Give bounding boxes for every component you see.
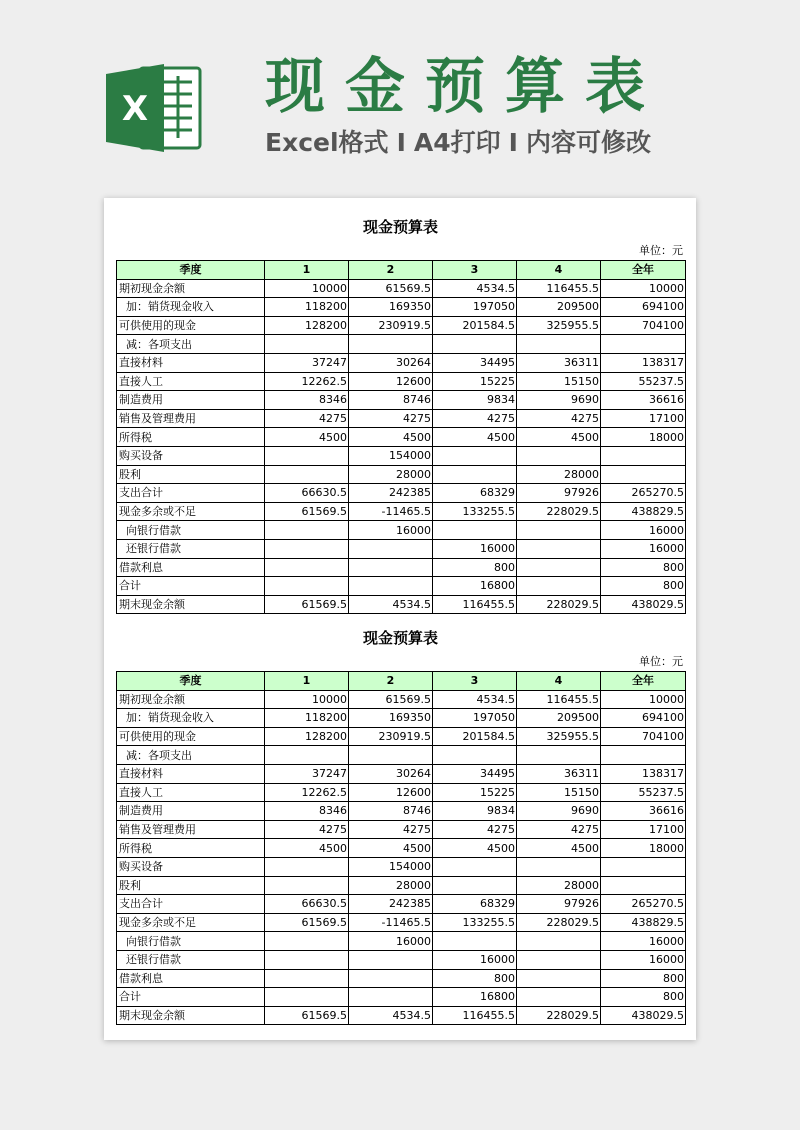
value-cell: 800 bbox=[601, 988, 686, 1007]
value-cell: 325955.5 bbox=[517, 316, 601, 335]
value-cell: 97926 bbox=[517, 484, 601, 503]
table-header-row bbox=[117, 261, 686, 280]
value-cell: 97926 bbox=[517, 895, 601, 914]
value-cell bbox=[265, 746, 349, 765]
row-label-cell: 销售及管理费用 bbox=[117, 820, 265, 839]
subtitle-format: Excel格式 bbox=[265, 128, 389, 157]
value-cell: 10000 bbox=[601, 279, 686, 298]
value-cell: 66630.5 bbox=[265, 895, 349, 914]
value-cell: 36616 bbox=[601, 391, 686, 410]
value-cell: 4275 bbox=[349, 820, 433, 839]
value-cell: 116455.5 bbox=[517, 690, 601, 709]
value-cell: 800 bbox=[601, 969, 686, 988]
row-label-cell: 购买设备 bbox=[117, 446, 265, 465]
budget-sheet-2 bbox=[116, 623, 685, 1025]
value-cell: 28000 bbox=[517, 465, 601, 484]
value-cell: 133255.5 bbox=[433, 502, 517, 521]
value-cell: 325955.5 bbox=[517, 727, 601, 746]
value-cell: 116455.5 bbox=[517, 279, 601, 298]
value-cell: 197050 bbox=[433, 298, 517, 317]
value-cell: 4275 bbox=[517, 820, 601, 839]
row-label-cell: 期末现金余额 bbox=[117, 1006, 265, 1025]
value-cell bbox=[265, 577, 349, 596]
value-cell bbox=[601, 335, 686, 354]
value-cell: 438829.5 bbox=[601, 913, 686, 932]
row-label-cell: 合计 bbox=[117, 988, 265, 1007]
value-cell: 37247 bbox=[265, 353, 349, 372]
subtitle-print: A4打印 bbox=[413, 128, 501, 157]
table-row bbox=[117, 913, 686, 932]
value-cell: 12600 bbox=[349, 372, 433, 391]
row-label-cell: 股利 bbox=[117, 465, 265, 484]
table-row bbox=[117, 895, 686, 914]
value-cell: 197050 bbox=[433, 709, 517, 728]
value-cell: 4275 bbox=[433, 409, 517, 428]
table-row bbox=[117, 465, 686, 484]
value-cell: 138317 bbox=[601, 353, 686, 372]
value-cell: 36311 bbox=[517, 764, 601, 783]
value-cell bbox=[265, 876, 349, 895]
value-cell: 169350 bbox=[349, 298, 433, 317]
table-row bbox=[117, 316, 686, 335]
value-cell: 138317 bbox=[601, 764, 686, 783]
row-label-cell: 期初现金余额 bbox=[117, 690, 265, 709]
value-cell bbox=[517, 577, 601, 596]
value-cell bbox=[517, 521, 601, 540]
value-cell: 61569.5 bbox=[349, 279, 433, 298]
row-label-cell: 向银行借款 bbox=[117, 932, 265, 951]
value-cell: 18000 bbox=[601, 428, 686, 447]
value-cell: 66630.5 bbox=[265, 484, 349, 503]
row-label-cell: 还银行借款 bbox=[117, 950, 265, 969]
row-label-cell: 减：各项支出 bbox=[117, 746, 265, 765]
row-label-cell: 支出合计 bbox=[117, 895, 265, 914]
value-cell: 10000 bbox=[265, 690, 349, 709]
value-cell: 16000 bbox=[433, 950, 517, 969]
value-cell: 17100 bbox=[601, 409, 686, 428]
value-cell: 18000 bbox=[601, 839, 686, 858]
value-cell: 28000 bbox=[349, 876, 433, 895]
column-header: 全年 bbox=[601, 672, 686, 691]
value-cell: 128200 bbox=[265, 316, 349, 335]
value-cell: 9690 bbox=[517, 391, 601, 410]
table-row bbox=[117, 969, 686, 988]
value-cell: 28000 bbox=[349, 465, 433, 484]
row-label-cell: 制造费用 bbox=[117, 802, 265, 821]
value-cell bbox=[349, 969, 433, 988]
value-cell: 228029.5 bbox=[517, 913, 601, 932]
table-row bbox=[117, 391, 686, 410]
value-cell: 4500 bbox=[433, 839, 517, 858]
page-header bbox=[0, 0, 800, 200]
table-row bbox=[117, 279, 686, 298]
value-cell: 36616 bbox=[601, 802, 686, 821]
document-paper bbox=[104, 198, 696, 1040]
value-cell: 12600 bbox=[349, 783, 433, 802]
value-cell bbox=[349, 988, 433, 1007]
value-cell: 4500 bbox=[517, 428, 601, 447]
value-cell: 4275 bbox=[433, 820, 517, 839]
column-header: 2 bbox=[349, 672, 433, 691]
value-cell: 4275 bbox=[349, 409, 433, 428]
value-cell bbox=[265, 932, 349, 951]
value-cell bbox=[433, 465, 517, 484]
value-cell: 28000 bbox=[517, 876, 601, 895]
row-label-cell: 股利 bbox=[117, 876, 265, 895]
value-cell: 230919.5 bbox=[349, 316, 433, 335]
row-label-cell: 直接人工 bbox=[117, 783, 265, 802]
value-cell: 68329 bbox=[433, 484, 517, 503]
value-cell: 12262.5 bbox=[265, 372, 349, 391]
value-cell: 61569.5 bbox=[349, 690, 433, 709]
value-cell: 16800 bbox=[433, 577, 517, 596]
value-cell: 10000 bbox=[265, 279, 349, 298]
value-cell: 8746 bbox=[349, 802, 433, 821]
sheet-title: 现金预算表 bbox=[362, 629, 438, 647]
value-cell bbox=[433, 857, 517, 876]
value-cell bbox=[601, 446, 686, 465]
column-header: 季度 bbox=[117, 672, 265, 691]
column-header: 季度 bbox=[117, 261, 265, 280]
value-cell: 438829.5 bbox=[601, 502, 686, 521]
value-cell: 61569.5 bbox=[265, 913, 349, 932]
value-cell bbox=[517, 335, 601, 354]
value-cell: 800 bbox=[601, 558, 686, 577]
value-cell: 4500 bbox=[433, 428, 517, 447]
value-cell: 242385 bbox=[349, 895, 433, 914]
value-cell: 10000 bbox=[601, 690, 686, 709]
value-cell bbox=[265, 558, 349, 577]
value-cell bbox=[517, 446, 601, 465]
row-label-cell: 加：销货现金收入 bbox=[117, 709, 265, 728]
row-label-cell: 现金多余或不足 bbox=[117, 913, 265, 932]
row-label-cell: 支出合计 bbox=[117, 484, 265, 503]
table-row bbox=[117, 484, 686, 503]
row-label-cell: 期初现金余额 bbox=[117, 279, 265, 298]
table-row bbox=[117, 428, 686, 447]
value-cell bbox=[517, 950, 601, 969]
column-header: 1 bbox=[265, 672, 349, 691]
table-row bbox=[117, 539, 686, 558]
value-cell: 30264 bbox=[349, 353, 433, 372]
value-cell bbox=[601, 857, 686, 876]
table-row bbox=[117, 857, 686, 876]
row-label-cell: 销售及管理费用 bbox=[117, 409, 265, 428]
value-cell: 16000 bbox=[601, 932, 686, 951]
value-cell: 800 bbox=[433, 558, 517, 577]
value-cell: 4275 bbox=[517, 409, 601, 428]
value-cell: 228029.5 bbox=[517, 502, 601, 521]
value-cell bbox=[517, 857, 601, 876]
value-cell: 16800 bbox=[433, 988, 517, 1007]
value-cell: 242385 bbox=[349, 484, 433, 503]
unit-label: 单位：元 bbox=[639, 655, 683, 668]
value-cell: 704100 bbox=[601, 316, 686, 335]
row-label-cell: 借款利息 bbox=[117, 558, 265, 577]
value-cell: 61569.5 bbox=[265, 595, 349, 614]
sheet-title: 现金预算表 bbox=[362, 218, 438, 236]
value-cell bbox=[517, 969, 601, 988]
budget-table bbox=[116, 671, 686, 1025]
value-cell: 800 bbox=[601, 577, 686, 596]
value-cell bbox=[601, 465, 686, 484]
value-cell: 68329 bbox=[433, 895, 517, 914]
value-cell: 17100 bbox=[601, 820, 686, 839]
value-cell: 4500 bbox=[265, 428, 349, 447]
subtitle-separator: I bbox=[396, 128, 406, 157]
value-cell: 704100 bbox=[601, 727, 686, 746]
value-cell bbox=[265, 539, 349, 558]
value-cell: 438029.5 bbox=[601, 1006, 686, 1025]
row-label-cell: 现金多余或不足 bbox=[117, 502, 265, 521]
value-cell: 154000 bbox=[349, 857, 433, 876]
value-cell bbox=[349, 950, 433, 969]
row-label-cell: 向银行借款 bbox=[117, 521, 265, 540]
value-cell: 16000 bbox=[349, 932, 433, 951]
value-cell: 8346 bbox=[265, 802, 349, 821]
table-row bbox=[117, 335, 686, 354]
table-row bbox=[117, 502, 686, 521]
table-row bbox=[117, 746, 686, 765]
value-cell bbox=[265, 969, 349, 988]
subtitle-editable: 内容可修改 bbox=[525, 128, 651, 157]
value-cell: 30264 bbox=[349, 764, 433, 783]
value-cell: -11465.5 bbox=[349, 913, 433, 932]
table-row bbox=[117, 727, 686, 746]
value-cell bbox=[349, 335, 433, 354]
subtitle-separator: I bbox=[508, 128, 518, 157]
page-title: 现金预算表 bbox=[265, 52, 665, 122]
value-cell: 116455.5 bbox=[433, 595, 517, 614]
value-cell: 16000 bbox=[601, 539, 686, 558]
value-cell: -11465.5 bbox=[349, 502, 433, 521]
budget-table bbox=[116, 260, 686, 614]
value-cell bbox=[265, 521, 349, 540]
value-cell bbox=[433, 746, 517, 765]
table-row bbox=[117, 839, 686, 858]
row-label-cell: 直接人工 bbox=[117, 372, 265, 391]
value-cell: 61569.5 bbox=[265, 1006, 349, 1025]
column-header: 3 bbox=[433, 261, 517, 280]
table-row bbox=[117, 409, 686, 428]
value-cell: 4500 bbox=[265, 839, 349, 858]
value-cell bbox=[349, 746, 433, 765]
value-cell bbox=[601, 746, 686, 765]
row-label-cell: 所得税 bbox=[117, 428, 265, 447]
value-cell bbox=[265, 950, 349, 969]
row-label-cell: 减：各项支出 bbox=[117, 335, 265, 354]
value-cell: 228029.5 bbox=[517, 1006, 601, 1025]
value-cell: 16000 bbox=[433, 539, 517, 558]
table-row bbox=[117, 802, 686, 821]
column-header: 4 bbox=[517, 672, 601, 691]
value-cell bbox=[433, 446, 517, 465]
value-cell: 9690 bbox=[517, 802, 601, 821]
value-cell: 12262.5 bbox=[265, 783, 349, 802]
value-cell bbox=[433, 521, 517, 540]
value-cell: 4534.5 bbox=[433, 690, 517, 709]
value-cell: 8346 bbox=[265, 391, 349, 410]
value-cell: 265270.5 bbox=[601, 895, 686, 914]
value-cell: 118200 bbox=[265, 298, 349, 317]
value-cell: 15150 bbox=[517, 783, 601, 802]
value-cell bbox=[433, 876, 517, 895]
value-cell bbox=[265, 446, 349, 465]
value-cell: 55237.5 bbox=[601, 372, 686, 391]
row-label-cell: 可供使用的现金 bbox=[117, 727, 265, 746]
value-cell: 169350 bbox=[349, 709, 433, 728]
value-cell bbox=[349, 539, 433, 558]
table-row bbox=[117, 709, 686, 728]
value-cell: 4500 bbox=[517, 839, 601, 858]
value-cell: 209500 bbox=[517, 298, 601, 317]
row-label-cell: 借款利息 bbox=[117, 969, 265, 988]
value-cell: 228029.5 bbox=[517, 595, 601, 614]
row-label-cell: 直接材料 bbox=[117, 353, 265, 372]
table-row bbox=[117, 353, 686, 372]
row-label-cell: 直接材料 bbox=[117, 764, 265, 783]
table-row bbox=[117, 446, 686, 465]
table-row bbox=[117, 577, 686, 596]
column-header: 4 bbox=[517, 261, 601, 280]
subtitle bbox=[265, 127, 651, 159]
value-cell bbox=[433, 932, 517, 951]
row-label-cell: 期末现金余额 bbox=[117, 595, 265, 614]
value-cell: 16000 bbox=[601, 521, 686, 540]
column-header: 3 bbox=[433, 672, 517, 691]
value-cell: 4500 bbox=[349, 839, 433, 858]
row-label-cell: 所得税 bbox=[117, 839, 265, 858]
value-cell bbox=[517, 932, 601, 951]
value-cell: 4500 bbox=[349, 428, 433, 447]
value-cell: 15225 bbox=[433, 372, 517, 391]
table-row bbox=[117, 521, 686, 540]
row-label-cell: 制造费用 bbox=[117, 391, 265, 410]
value-cell bbox=[601, 876, 686, 895]
unit-label: 单位：元 bbox=[639, 244, 683, 257]
value-cell: 694100 bbox=[601, 298, 686, 317]
value-cell bbox=[517, 539, 601, 558]
value-cell: 800 bbox=[433, 969, 517, 988]
value-cell: 9834 bbox=[433, 802, 517, 821]
row-label-cell: 加：销货现金收入 bbox=[117, 298, 265, 317]
table-row bbox=[117, 372, 686, 391]
value-cell: 154000 bbox=[349, 446, 433, 465]
value-cell: 34495 bbox=[433, 764, 517, 783]
value-cell bbox=[517, 746, 601, 765]
value-cell: 4534.5 bbox=[349, 1006, 433, 1025]
value-cell: 116455.5 bbox=[433, 1006, 517, 1025]
value-cell bbox=[265, 857, 349, 876]
value-cell bbox=[265, 335, 349, 354]
value-cell bbox=[265, 465, 349, 484]
value-cell: 201584.5 bbox=[433, 316, 517, 335]
value-cell: 4534.5 bbox=[433, 279, 517, 298]
row-label-cell: 可供使用的现金 bbox=[117, 316, 265, 335]
column-header: 2 bbox=[349, 261, 433, 280]
value-cell: 37247 bbox=[265, 764, 349, 783]
excel-logo-icon bbox=[104, 58, 204, 158]
table-row bbox=[117, 932, 686, 951]
value-cell: 36311 bbox=[517, 353, 601, 372]
budget-sheet-1 bbox=[116, 212, 685, 614]
value-cell: 16000 bbox=[349, 521, 433, 540]
table-row bbox=[117, 876, 686, 895]
table-row bbox=[117, 1006, 686, 1025]
value-cell: 209500 bbox=[517, 709, 601, 728]
value-cell: 265270.5 bbox=[601, 484, 686, 503]
value-cell: 128200 bbox=[265, 727, 349, 746]
value-cell bbox=[517, 988, 601, 1007]
value-cell: 230919.5 bbox=[349, 727, 433, 746]
value-cell: 694100 bbox=[601, 709, 686, 728]
row-label-cell: 合计 bbox=[117, 577, 265, 596]
value-cell: 15150 bbox=[517, 372, 601, 391]
value-cell: 201584.5 bbox=[433, 727, 517, 746]
column-header: 1 bbox=[265, 261, 349, 280]
value-cell: 16000 bbox=[601, 950, 686, 969]
value-cell: 34495 bbox=[433, 353, 517, 372]
table-row bbox=[117, 783, 686, 802]
value-cell bbox=[433, 335, 517, 354]
table-row bbox=[117, 690, 686, 709]
value-cell: 118200 bbox=[265, 709, 349, 728]
table-row bbox=[117, 988, 686, 1007]
row-label-cell: 还银行借款 bbox=[117, 539, 265, 558]
value-cell: 55237.5 bbox=[601, 783, 686, 802]
value-cell bbox=[265, 988, 349, 1007]
table-row bbox=[117, 595, 686, 614]
value-cell: 9834 bbox=[433, 391, 517, 410]
value-cell bbox=[349, 577, 433, 596]
value-cell: 4534.5 bbox=[349, 595, 433, 614]
table-row bbox=[117, 950, 686, 969]
table-row bbox=[117, 558, 686, 577]
table-row bbox=[117, 298, 686, 317]
table-row bbox=[117, 764, 686, 783]
value-cell: 4275 bbox=[265, 409, 349, 428]
row-label-cell: 购买设备 bbox=[117, 857, 265, 876]
value-cell: 8746 bbox=[349, 391, 433, 410]
column-header: 全年 bbox=[601, 261, 686, 280]
value-cell: 15225 bbox=[433, 783, 517, 802]
table-row bbox=[117, 820, 686, 839]
value-cell: 61569.5 bbox=[265, 502, 349, 521]
table-header-row bbox=[117, 672, 686, 691]
value-cell bbox=[517, 558, 601, 577]
value-cell: 438029.5 bbox=[601, 595, 686, 614]
logo-letter: X bbox=[121, 89, 149, 129]
value-cell: 133255.5 bbox=[433, 913, 517, 932]
value-cell bbox=[349, 558, 433, 577]
value-cell: 4275 bbox=[265, 820, 349, 839]
